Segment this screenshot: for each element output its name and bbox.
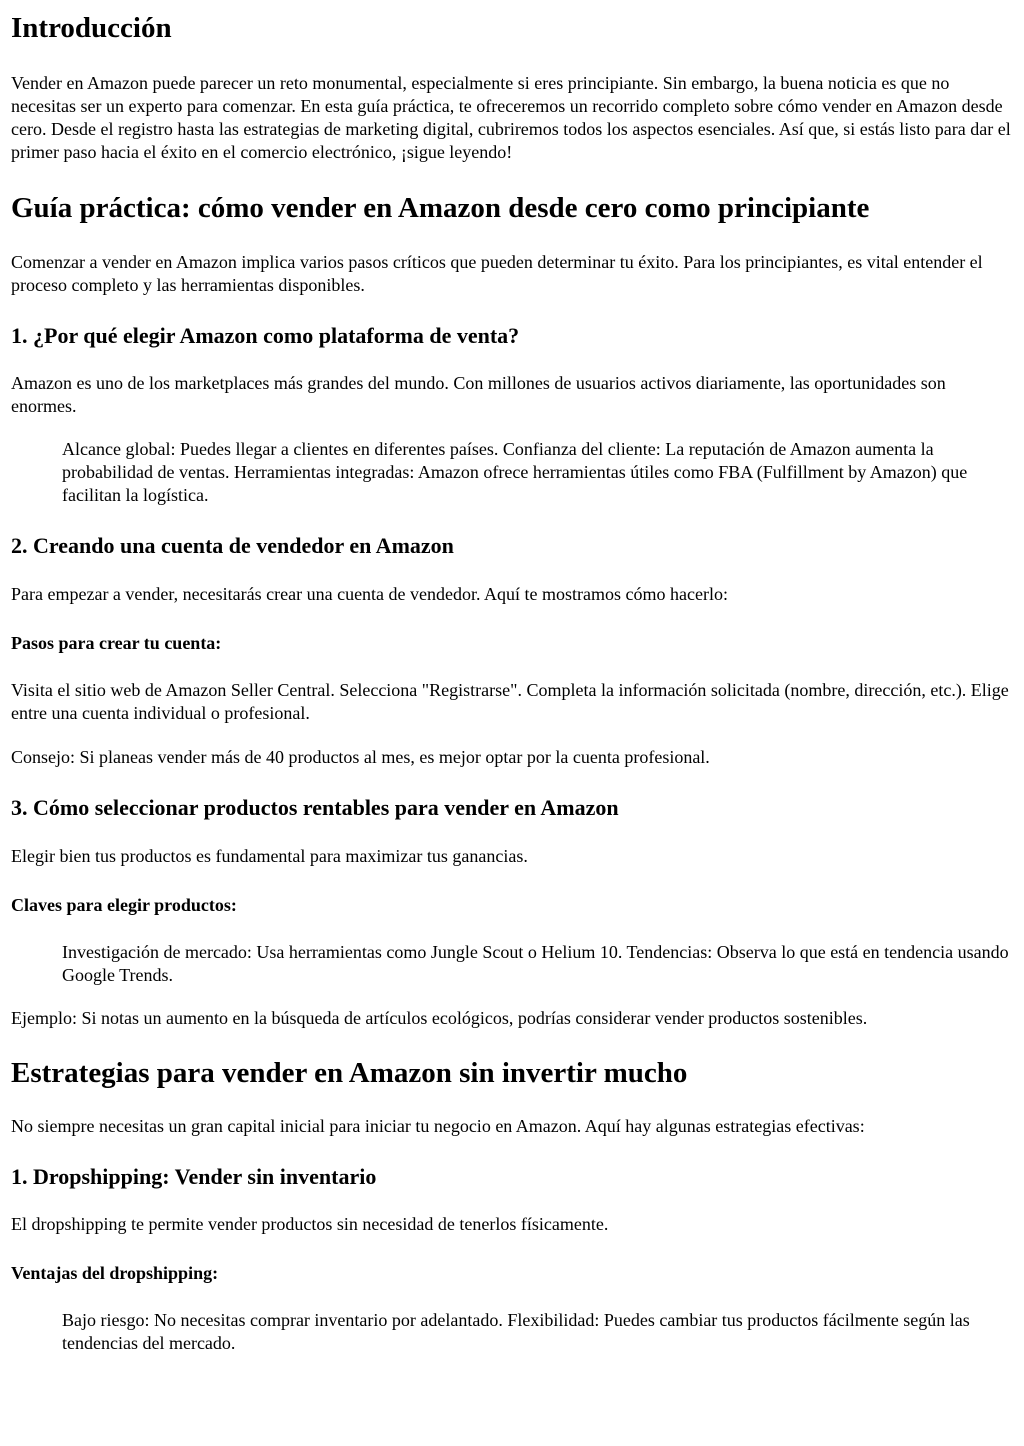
paragraph-dropshipping: El dropshipping te permite vender productos sin necesidad de tenerlos físicamente. (11, 1214, 609, 1234)
paragraph-guia: Comenzar a vender en Amazon implica varios pasos críticos que pueden determinar tu éxito. Para los principiantes, es vital entender el proceso completo y las herramientas disponibles. (11, 252, 983, 295)
heading-estrategias: Estrategias para vender en Amazon sin invertir mucho (11, 1057, 688, 1089)
paragraph-crear-cuenta: Para empezar a vender, necesitarás crear una cuenta de vendedor. Aquí te mostramos cómo hacerlo: (11, 584, 728, 604)
paragraph-por-que: Amazon es uno de los marketplaces más grandes del mundo. Con millones de usuarios activos diariamente, las oportunidades son enormes. (11, 373, 946, 416)
heading-crear-cuenta: 2. Creando una cuenta de vendedor en Amazon (11, 533, 454, 558)
paragraph-ejemplo: Ejemplo: Si notas un aumento en la búsqueda de artículos ecológicos, podrías considerar vender productos sostenibles. (11, 1008, 868, 1028)
heading-por-que-amazon: 1. ¿Por qué elegir Amazon como plataforma de venta? (11, 323, 520, 348)
paragraph-estrategias: No siempre necesitas un gran capital inicial para iniciar tu negocio en Amazon. Aquí hay algunas estrategias efectivas: (11, 1116, 865, 1136)
paragraph-intro: Vender en Amazon puede parecer un reto monumental, especialmente si eres principiante. Sin embargo, la buena noticia es que no necesitas ser un experto para comenzar. En esta guía práctica, te ofreceremos un recorrido completo sobre cómo vender en Amazon desde cero. Desde el registro hasta las estrategias de marketing digital, cubriremos todos los aspectos esenciales. Así que, si estás listo para dar el primer paso hacia el éxito en el comercio electrónico, ¡sigue leyendo! (11, 73, 1011, 162)
heading-claves-productos: Claves para elegir productos: (11, 895, 237, 915)
paragraph-pasos: Visita el sitio web de Amazon Seller Central. Selecciona "Registrarse". Completa la información solicitada (nombre, dirección, etc.). Elige entre una cuenta individual o profesional. (11, 680, 1009, 723)
heading-seleccionar-productos: 3. Cómo seleccionar productos rentables para vender en Amazon (11, 795, 619, 820)
heading-introduccion: Introducción (11, 12, 172, 44)
quote-ventajas-amazon: Alcance global: Puedes llegar a clientes en diferentes países. Confianza del cliente: La reputación de Amazon aumenta la probabilidad de ventas. Herramientas integradas: Amazon ofrece herramientas útiles como FBA (Fulfillment by Amazon) que facilitan la logística. (62, 439, 968, 505)
heading-pasos-cuenta: Pasos para crear tu cuenta: (11, 633, 222, 653)
heading-ventajas-dropshipping: Ventajas del dropshipping: (11, 1263, 219, 1283)
quote-ventajas-dropshipping: Bajo riesgo: No necesitas comprar inventario por adelantado. Flexibilidad: Puedes cambiar tus productos fácilmente según las tendencias del mercado. (62, 1310, 970, 1353)
paragraph-productos: Elegir bien tus productos es fundamental para maximizar tus ganancias. (11, 846, 528, 866)
paragraph-consejo: Consejo: Si planeas vender más de 40 productos al mes, es mejor optar por la cuenta profesional. (11, 747, 710, 767)
quote-claves-productos: Investigación de mercado: Usa herramientas como Jungle Scout o Helium 10. Tendencias: Observa lo que está en tendencia usando Google Trends. (62, 942, 1009, 985)
heading-guia-practica: Guía práctica: cómo vender en Amazon desde cero como principiante (11, 192, 870, 224)
heading-dropshipping: 1. Dropshipping: Vender sin inventario (11, 1164, 377, 1189)
